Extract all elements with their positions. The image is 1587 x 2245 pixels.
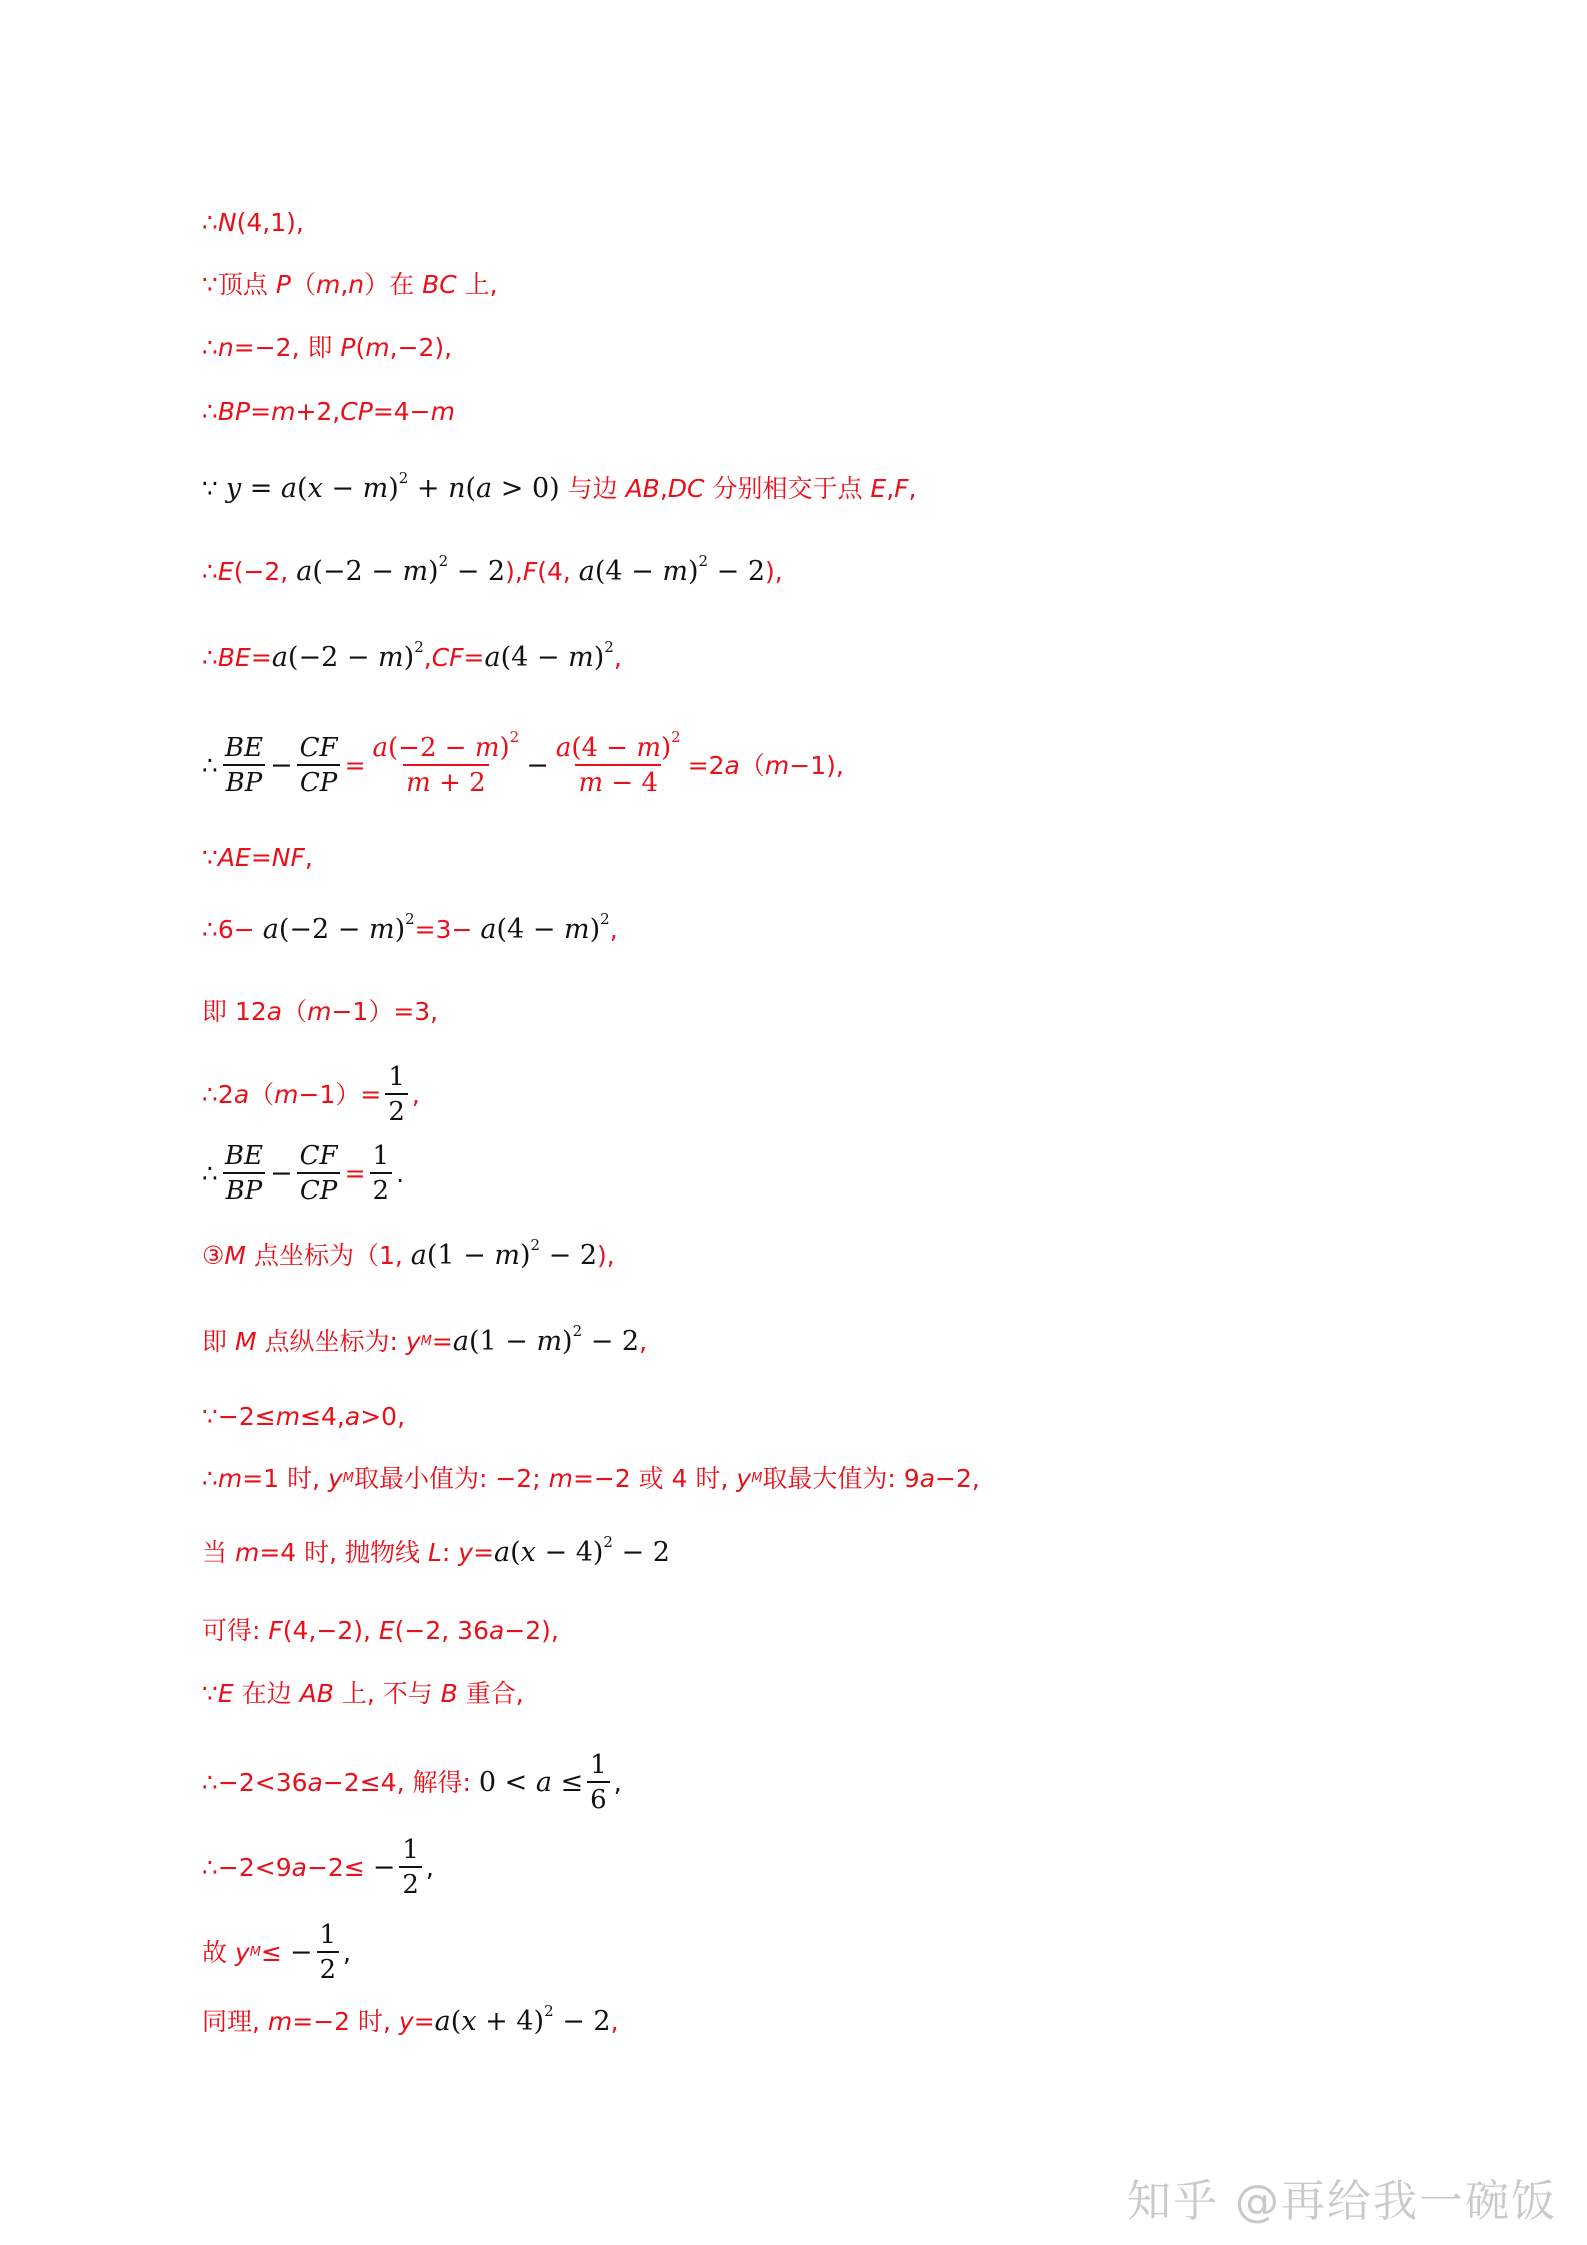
line-23: 故 y M ≤ − $\frac{1}{2}$ , (202, 1920, 351, 1986)
line-12: ∴2 a （ m −1）= $\frac{1}{2}$ , (202, 1062, 420, 1128)
line-9: ∵ AE = NF , (202, 843, 313, 872)
line-15: 即 M 点纵坐标为: y M = $a(1 - m)^2 - 2$ , (202, 1322, 648, 1357)
line-14: ③ M 点坐标为（1, $a(1 - m)^2 - 2$ ), (202, 1236, 615, 1271)
frac-one-half: $\frac{1}{2}$ (385, 1064, 408, 1127)
watermark: 知乎 @再给我一碗饭 (1127, 2176, 1557, 2227)
frac-cf-cp: $\frac{CF}{CP}$ (297, 735, 341, 798)
line-5: ∵ $y = a(x - m)^2 + n(a > 0)$ 与边 AB , DC 分别相交于点 E , F , (202, 469, 917, 504)
line-8: ∴ $\frac{BE}{BP}$ − $\frac{CF}{CP}$ = $\frac{a(-2 - m)^2}{m + 2}$ − $\frac{a(4 - m)^2}{m - 4}$ =2 a （ m −1), (202, 728, 844, 799)
line-7: ∴ BE = $a(-2 - m)^2$ , CF = $a(4 - m)^2$ , (202, 638, 622, 673)
frac-be-bp: $\frac{BE}{BP}$ (222, 735, 266, 798)
line-10: ∴6− $a(-2 - m)^2$ =3− $a(4 - m)^2$ , (202, 910, 618, 945)
line-16: ∵−2≤ m ≤4, a >0, (202, 1402, 406, 1431)
line-2: ∵顶点 P （ m , n ）在 BC 上, (202, 270, 498, 299)
line-18: 当 m =4 时, 抛物线 L : y = $a(x - 4)^2 - 2$ (202, 1533, 670, 1568)
frac-num1: $\frac{a(-2 - m)^2}{m + 2}$ (372, 728, 520, 799)
line-17: ∴ m =1 时, y M 取最小值为: −2; m =−2 或 4 时, y M 取最大值为: 9 a −2, (202, 1464, 980, 1493)
frac-one-sixth: $\frac{1}{6}$ (587, 1752, 610, 1815)
line-21: ∴−2<36 a −2≤4, 解得: 0 < a ≤ $\frac{1}{6}$ , (202, 1750, 622, 1816)
frac-one-half-3: $\frac{1}{2}$ (399, 1837, 422, 1900)
line-4: ∴ BP = m +2, CP =4− m (202, 397, 455, 426)
line-22: ∴−2<9 a −2≤ − $\frac{1}{2}$ , (202, 1835, 434, 1901)
line-11: 即 12 a （ m −1）=3, (202, 997, 439, 1026)
frac-num2: $\frac{a(4 - m)^2}{m - 4}$ (555, 728, 681, 799)
frac-be-bp-2: $\frac{BE}{BP}$ (222, 1143, 266, 1206)
frac-cf-cp-2: $\frac{CF}{CP}$ (297, 1143, 341, 1206)
line-13: ∴ $\frac{BE}{BP}$ − $\frac{CF}{CP}$ = $\frac{1}{2}$ . (202, 1141, 405, 1207)
frac-one-half-4: $\frac{1}{2}$ (317, 1922, 340, 1985)
line-24: 同理, m =−2 时, y = $a(x + 4)^2 - 2$ , (202, 2002, 619, 2037)
line-1: ∴ N (4,1), (202, 208, 304, 237)
line-3: ∴ n =−2, 即 P ( m ,−2), (202, 333, 453, 362)
line-6: ∴ E (−2, $a(-2 - m)^2 - 2$ ), F (4, $a(4 - m)^2 - 2$ ), (202, 552, 783, 587)
line-20: ∵ E 在边 AB 上, 不与 B 重合, (202, 1679, 524, 1708)
line-19: 可得: F (4,−2), E (−2, 36 a −2), (202, 1616, 559, 1645)
frac-one-half-2: $\frac{1}{2}$ (370, 1143, 393, 1206)
